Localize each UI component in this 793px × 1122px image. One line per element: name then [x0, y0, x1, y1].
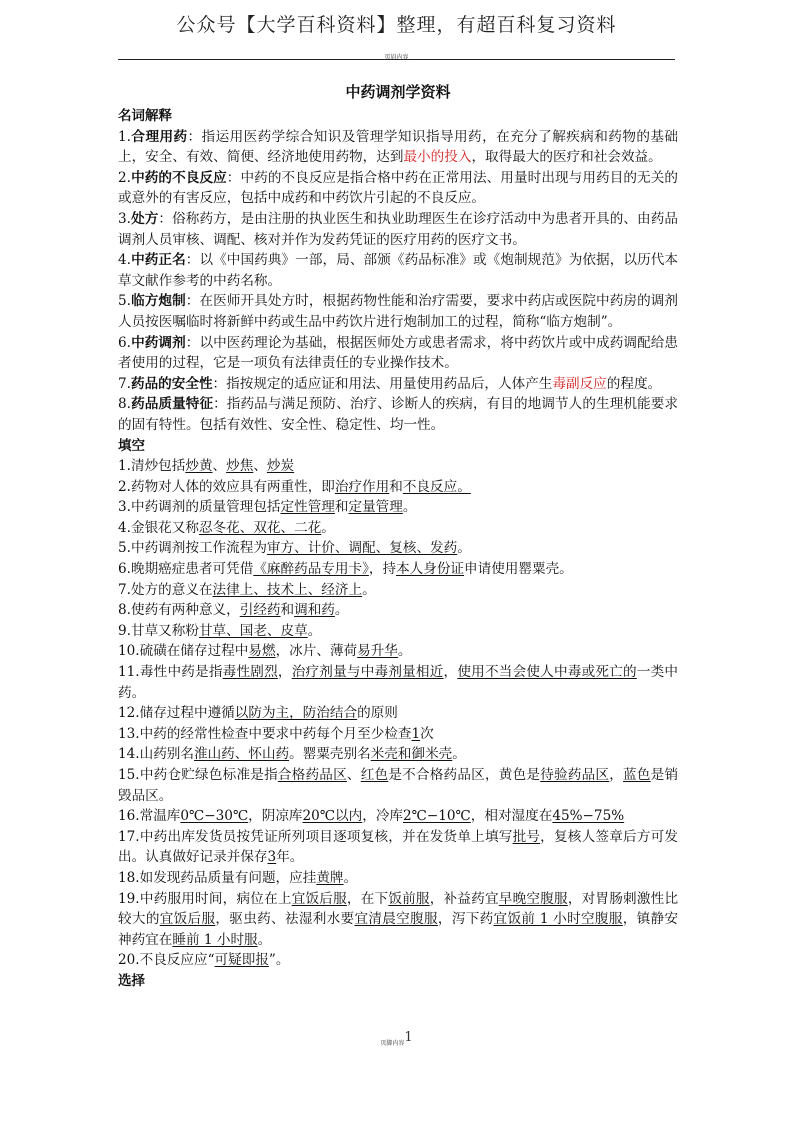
fill-text: 和 — [334, 499, 349, 516]
definition-text: ：以《中国药典》一部，局、部颁《药品标准》或《炮制规范》为依据，以历代本草文献作参考的中药名称。 — [118, 252, 679, 289]
fill-text: 、 — [253, 458, 267, 475]
footer-label: 页脚内容 — [380, 1040, 405, 1047]
fill-text: ”。 — [268, 952, 290, 969]
definition-term: 临方炮制 — [130, 293, 186, 310]
fill-text: 。 — [343, 869, 358, 886]
fill-text: ，在下 — [346, 890, 389, 907]
highlighted-text: 最小的投入 — [403, 149, 472, 166]
fill-text: 11.毒性中药是指 — [118, 664, 223, 681]
fill-answer: 宜饭前 1 小时空腹服 — [493, 911, 623, 928]
fill-answer: 治疗剂量与中毒剂量相近 — [291, 664, 444, 681]
fill-answer: 定量管理 — [348, 499, 403, 516]
definition-text: 的程度。 — [606, 375, 662, 392]
header-divider — [118, 59, 675, 60]
definition-term: 合理用药 — [130, 128, 188, 145]
definition-text: ：以中医药理论为基础，根据医师处方或患者需求，将中药饮片或中成药调配给患者使用的过程，它是一项负有法律责任的专业操作技术。 — [118, 334, 679, 372]
fill-answer: 易燃 — [248, 643, 276, 660]
highlighted-text: 毒副反应 — [552, 375, 607, 392]
definition-number: 6. — [118, 334, 131, 351]
definition-text: ：指按规定的适应证和用法、用量使用药品后，人体产生 — [212, 375, 553, 392]
fill-answer: 淮山药、怀山药 — [194, 746, 290, 763]
fill-item — [118, 477, 678, 498]
fill-item — [118, 538, 678, 559]
section-heading-fill: 填空 — [118, 437, 145, 454]
fill-text: 和 — [280, 602, 295, 619]
fill-text: ，冷库 — [362, 808, 404, 825]
fill-answer: 蓝色 — [623, 767, 651, 783]
fill-text: 。罂粟壳别名 — [289, 746, 371, 763]
fill-text: 9.甘草又称粉 — [118, 622, 199, 639]
fill-answer: 红色 — [360, 767, 389, 783]
fill-item — [118, 950, 678, 971]
fill-answer: 1 — [411, 725, 421, 742]
fill-answer: 毒性剧烈 — [222, 664, 278, 681]
fill-item — [118, 765, 678, 806]
fill-text: ，泻下药 — [437, 911, 494, 928]
fill-text: 1.清炒包括 — [118, 458, 186, 475]
definition-item — [118, 374, 678, 395]
fill-text: 19.中药服用时间，病位在上 — [118, 890, 292, 907]
fill-answer: 3 — [267, 849, 277, 866]
fill-text: ，阴凉库 — [248, 808, 303, 825]
fill-answer: 引经药 — [239, 602, 281, 619]
fill-text: 6.晚期癌症患者可凭借 — [118, 561, 254, 578]
fill-item — [118, 497, 678, 518]
fill-text: 4.金银花又称 — [118, 519, 199, 536]
fill-answer: 0℃−30℃ — [180, 808, 249, 825]
fill-text: 17.中药出库发货员按凭证所列项目逐项复核，并在发货单上填写 — [118, 828, 513, 845]
definition-number: 4. — [118, 252, 131, 269]
page-number: 1 — [404, 1030, 413, 1045]
fill-item — [118, 580, 678, 601]
fill-answer: 炒炭 — [266, 458, 295, 475]
definitions-list — [118, 127, 678, 436]
fill-text: ，对胃肠刺激性比较大的 — [118, 890, 679, 928]
definition-item — [118, 250, 678, 291]
fill-answer: 不良反应。 — [402, 478, 471, 495]
definition-term: 药品质量特征 — [130, 396, 214, 413]
definition-item — [118, 168, 678, 209]
fill-answer: 法律上、技术上、经济上 — [212, 581, 363, 598]
definition-number: 1. — [118, 128, 131, 145]
fill-answer: 调和药 — [294, 602, 335, 619]
definition-number: 3. — [118, 210, 131, 227]
fill-item — [118, 518, 678, 539]
fill-list — [118, 456, 678, 971]
definition-term: 处方 — [130, 210, 159, 227]
fill-answer: 以防为主，防治结合 — [234, 705, 358, 722]
fill-answer: 批号 — [512, 828, 541, 845]
definition-text: ：俗称药方，是由注册的执业医生和执业助理医生在诊疗活动中为患者开具的、由药品调剂人员审核、调配、核对并作为发药凭证的医疗用药的医疗文书。 — [118, 210, 679, 248]
fill-text: 的原则 — [357, 705, 398, 722]
definition-number: 5. — [118, 293, 131, 310]
page-footer — [0, 1030, 793, 1047]
fill-answer: 黄牌 — [316, 869, 344, 886]
fill-text: 。 — [334, 602, 349, 619]
document-body — [118, 82, 678, 992]
fill-item — [118, 827, 678, 868]
section-heading-definitions: 名词解释 — [118, 108, 172, 124]
fill-text: 、 — [346, 767, 361, 783]
fill-text: 和 — [389, 478, 403, 495]
definition-term: 中药正名 — [130, 252, 186, 269]
fill-text: ， — [609, 767, 624, 783]
fill-answer: 炒焦 — [226, 458, 254, 475]
fill-item — [118, 889, 678, 951]
fill-answer: 炒黄 — [185, 458, 213, 475]
fill-text: ， — [277, 664, 292, 681]
fill-text: 。 — [457, 540, 471, 557]
definition-text: ：指药品与满足预防、治疗、诊断人的疾病，有目的地调节人的生理机能要求的固有特性。包括有效性、安全性、稳定性、均一性。 — [118, 396, 679, 433]
fill-text: 年。 — [276, 849, 304, 866]
fill-text: 。 — [257, 931, 272, 948]
fill-text: ，冰片、薄荷 — [275, 643, 358, 660]
fill-text: ， — [443, 664, 458, 681]
fill-text: 。 — [397, 643, 412, 660]
definition-text: ，取得最大的医疗和社会效益。 — [471, 149, 662, 166]
fill-item — [118, 703, 678, 724]
definition-item — [118, 333, 678, 374]
definition-text: ：指运用医药学综合知识及管理学知识指导用药，在充分了解疾病和药物的基础上，安全、有效、简便、经济地使用药物，达到 — [118, 128, 679, 166]
fill-answer: 宜饭后服 — [159, 911, 216, 928]
fill-text: 次 — [420, 725, 434, 742]
fill-text: 申请使用罂粟壳。 — [464, 561, 573, 578]
fill-text: 是不合格药品区，黄色是 — [388, 767, 541, 783]
fill-text: 13.中药的经常性检查中要求中药每个月至少检查 — [118, 725, 412, 742]
fill-answer: 本人身份证 — [396, 561, 465, 578]
fill-answer: 2℃−10℃ — [403, 808, 471, 825]
fill-item — [118, 744, 678, 765]
fill-item — [118, 662, 678, 703]
fill-text: 18.如发现药品质量有问题，应挂 — [118, 869, 317, 886]
fill-answer: 易升华 — [357, 643, 398, 660]
fill-text: 14.山药别名 — [118, 746, 194, 763]
definition-term: 中药调剂 — [130, 334, 186, 351]
fill-answer: 米壳和御米壳 — [370, 746, 453, 763]
fill-text: 。 — [307, 622, 322, 639]
definition-text: ：中药的不良反应是指合格中药在正常用法、用量时出现与用药目的无关的或意外的有害反应，包括中成药和中药饮片引起的不良反应。 — [118, 169, 679, 207]
fill-answer: 饭前服 — [388, 890, 430, 907]
fill-answer: 可疑即报 — [214, 952, 269, 969]
definition-number: 7. — [118, 375, 131, 392]
fill-text: 一类中药。 — [118, 664, 679, 701]
fill-answer: 早晚空腹服 — [498, 890, 568, 907]
watermark-banner: 公众号【大学百科资料】整理，有超百科复习资料 — [176, 14, 617, 36]
fill-item — [118, 600, 678, 621]
fill-answer: 待验药品区 — [540, 767, 610, 783]
page-header-label: 页眉内容 — [384, 54, 409, 61]
fill-answer: 审方、计价、调配、复核、发药 — [266, 540, 458, 557]
fill-text: 12.储存过程中遵循 — [118, 705, 235, 722]
fill-text: 16.常温库 — [118, 808, 181, 825]
fill-answer: 治疗作用 — [334, 478, 390, 495]
fill-answer: 使用不当会使人中毒或死亡的 — [457, 664, 637, 681]
fill-text: ，补益药宜 — [429, 890, 499, 907]
definition-number: 2. — [118, 169, 131, 186]
definition-term: 药品的安全性 — [130, 375, 213, 392]
fill-answer: 宜清晨空腹服 — [354, 911, 438, 928]
fill-text: 10.硫磺在储存过程中 — [118, 643, 249, 660]
fill-answer: 忍冬花、双花、二花 — [198, 519, 322, 536]
definition-text: ：在医师开具处方时，根据药物性能和治疗需要，要求中药店或医院中药房的调剂人员按医嘱临时将新鲜中药或生品中药饮片进行炮制加工的过程，简称“临方炮制”。 — [118, 293, 679, 330]
definition-item — [118, 209, 678, 250]
fill-text: ，驱虫药、祛湿利水要 — [215, 911, 355, 928]
fill-item — [118, 724, 678, 745]
fill-item — [118, 806, 678, 827]
fill-text: ，复核人签章后方可发出。认真做好记录并保存 — [118, 828, 679, 866]
fill-text: ，镇静安神药宜在 — [118, 911, 679, 948]
fill-text: 2.药物对人体的效应具有两重性，即 — [118, 478, 335, 495]
fill-text: 3.中药调剂的质量管理包括 — [118, 499, 281, 516]
definition-number: 8. — [118, 396, 131, 413]
fill-answer: 甘草、国老、皮草 — [198, 622, 308, 639]
fill-answer: 《麻醉药品专用卡》 — [253, 561, 369, 578]
fill-text: ，相对湿度在 — [470, 808, 553, 825]
fill-text: 20.不良反应应“ — [118, 952, 215, 969]
fill-item — [118, 868, 678, 889]
fill-item — [118, 621, 678, 642]
fill-text: 。 — [452, 746, 466, 763]
section-heading-choice: 选择 — [118, 972, 145, 989]
definition-item — [118, 394, 678, 435]
fill-text: 15.中药仓贮绿色标准是指 — [118, 767, 278, 783]
fill-text: 是销毁品区。 — [118, 767, 679, 804]
page-title: 中药调剂学资料 — [345, 83, 451, 101]
fill-text: ，持 — [368, 561, 397, 578]
fill-text: 。 — [362, 581, 376, 598]
fill-item — [118, 456, 678, 477]
fill-answer: 合格药品区 — [277, 767, 347, 783]
fill-item — [118, 559, 678, 580]
fill-answer: 20℃以内 — [302, 808, 363, 825]
fill-text: 8.使药有两种意义， — [118, 602, 240, 619]
fill-text: 7.处方的意义在 — [118, 581, 213, 598]
fill-text: 。 — [321, 519, 335, 536]
fill-text: 。 — [402, 499, 417, 516]
fill-answer: 定性管理 — [280, 499, 335, 516]
fill-answer: 宜饭后服 — [291, 890, 347, 907]
fill-answer: 睡前 1 小时服 — [172, 931, 258, 948]
definition-term: 中药的不良反应 — [130, 169, 227, 186]
fill-text: 5.中药调剂按工作流程为 — [118, 540, 267, 557]
fill-item — [118, 641, 678, 662]
definition-item — [118, 127, 678, 168]
definition-item — [118, 291, 678, 332]
fill-answer: 45%−75% — [552, 808, 625, 825]
fill-text: 、 — [212, 458, 227, 475]
